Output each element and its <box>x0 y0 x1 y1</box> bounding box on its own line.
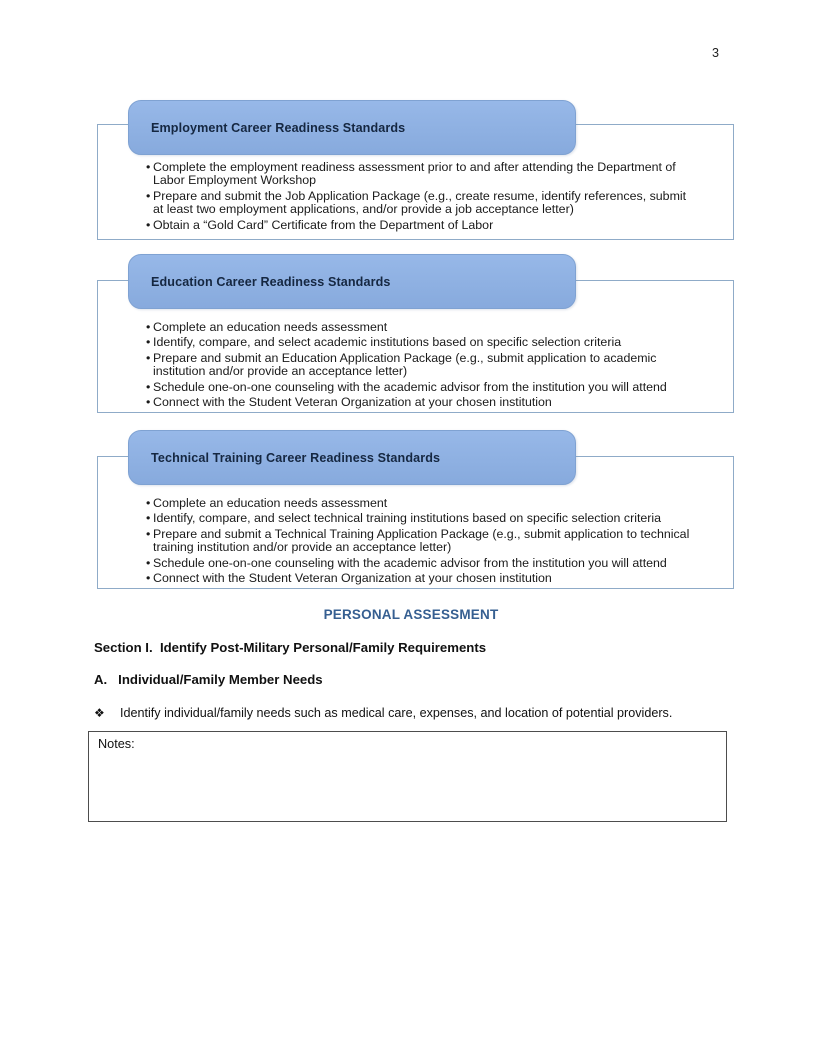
education-standards-header <box>128 254 576 309</box>
employment-standards-list <box>146 161 698 234</box>
technical-training-standards-box <box>97 430 735 590</box>
bullet-marker: • <box>146 379 151 394</box>
bullet-item: • Identify, compare, and select technical training institutions based on specific selection criteria <box>146 511 662 526</box>
employment-standards-title: Employment Career Readiness Standards <box>151 120 406 135</box>
bullet-item: • Connect with the Student Veteran Organization at your chosen institution <box>146 395 552 410</box>
bullet-marker: • <box>146 217 151 232</box>
instruction-text: Identify individual/family needs such as medical care, expenses, and location of potential providers. <box>120 706 673 720</box>
page-number: 3 <box>712 46 720 60</box>
bullet-item: • Identify, compare, and select academic institutions based on specific selection criteria <box>146 335 622 350</box>
bullet-marker: • <box>146 571 151 586</box>
diamond-bullet-icon: ❖ <box>94 706 105 720</box>
subsection-a-heading: A. Individual/Family Member Needs <box>94 672 323 687</box>
bullet-item: • Obtain a “Gold Card” Certificate from the Department of Labor <box>146 217 494 232</box>
notes-field[interactable] <box>88 731 727 822</box>
bullet-marker: • <box>146 395 151 410</box>
bullet-marker: • <box>146 160 151 174</box>
bullet-item: • Prepare and submit the Job Application Package (e.g., create resume, identify references, submit at least two employment applications, and/or provide a job acceptance letter) <box>146 188 687 217</box>
bullet-item: • Complete an education needs assessment <box>146 320 388 334</box>
bullet-item: • Schedule one-on-one counseling with the academic advisor from the institution you will attend <box>146 555 667 570</box>
bullet-item: • Schedule one-on-one counseling with the academic advisor from the institution you will attend <box>146 379 667 394</box>
bullet-marker: • <box>146 188 151 203</box>
education-standards-box <box>97 254 735 414</box>
bullet-item: • Prepare and submit an Education Application Package (e.g., submit application to academic institution and/or provide an acceptance letter) <box>146 350 657 379</box>
employment-standards-header <box>128 100 576 155</box>
bullet-marker: • <box>146 335 151 350</box>
technical-training-standards-header <box>128 430 576 485</box>
bullet-item: • Complete an education needs assessment <box>146 496 388 510</box>
instruction-item <box>94 706 728 720</box>
bullet-marker: • <box>146 555 151 570</box>
bullet-marker: • <box>146 320 151 334</box>
education-standards-list <box>146 321 698 411</box>
bullet-marker: • <box>146 350 151 365</box>
bullet-marker: • <box>146 511 151 526</box>
personal-assessment-heading: PERSONAL ASSESSMENT <box>323 607 499 622</box>
technical-training-standards-title: Technical Training Career Readiness Standards <box>151 450 441 465</box>
technical-training-standards-list <box>146 497 698 587</box>
bullet-marker: • <box>146 496 151 510</box>
bullet-marker: • <box>146 526 151 541</box>
notes-label: Notes: <box>98 737 135 751</box>
bullet-item: • Connect with the Student Veteran Organization at your chosen institution <box>146 571 552 586</box>
bullet-item: • Complete the employment readiness assessment prior to and after attending the Department of Labor Employment Workshop <box>146 160 676 188</box>
bullet-item: • Prepare and submit a Technical Training Application Package (e.g., submit application to technical training institution and/or provide an acceptance letter) <box>146 526 690 555</box>
employment-standards-box <box>97 100 735 240</box>
education-standards-title: Education Career Readiness Standards <box>151 274 391 289</box>
section-1-heading: Section I. Identify Post-Military Personal/Family Requirements <box>94 640 487 655</box>
